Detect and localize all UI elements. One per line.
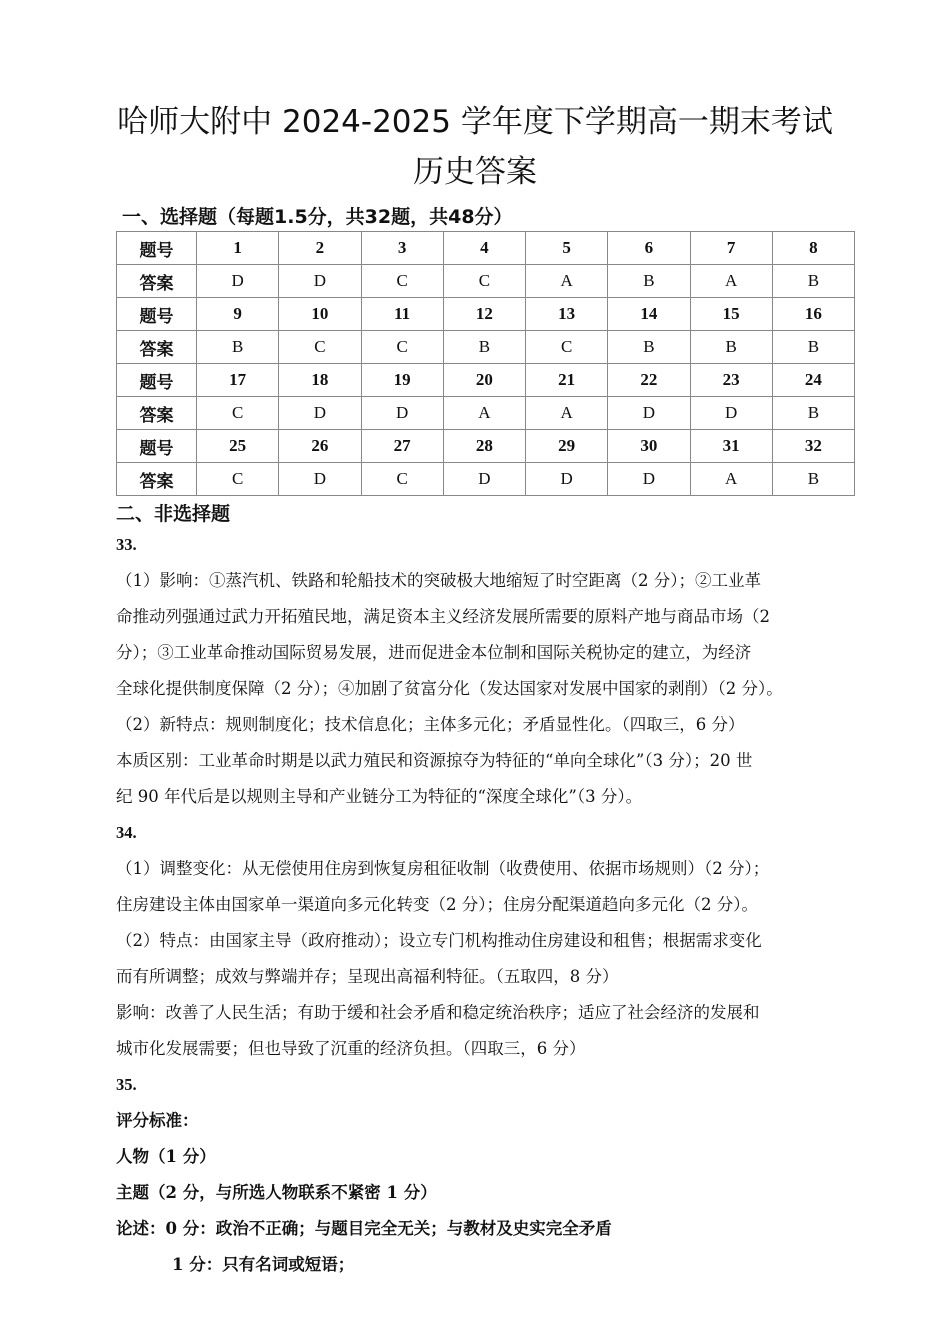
- q34-number: 34.: [116, 823, 137, 842]
- answer-cell: D: [608, 397, 690, 430]
- question-number-cell: 6: [608, 232, 690, 265]
- question-number-cell: 22: [608, 364, 690, 397]
- answer-cell: B: [197, 331, 279, 364]
- question-number-cell: 26: [279, 430, 361, 463]
- question-number-cell: 11: [361, 298, 443, 331]
- question-number-cell: 23: [690, 364, 772, 397]
- question-number-cell: 10: [279, 298, 361, 331]
- answer-cell: B: [443, 331, 525, 364]
- row-label-answer: 答案: [117, 265, 197, 298]
- table-row-answers: [117, 463, 855, 496]
- question-number-cell: 1: [197, 232, 279, 265]
- answer-cell: D: [443, 463, 525, 496]
- question-33: [116, 527, 860, 815]
- answer-cell: B: [772, 397, 854, 430]
- q35-line: 主题（2 分，与所选人物联系不紧密 1 分）: [116, 1183, 437, 1202]
- question-number-cell: 7: [690, 232, 772, 265]
- answer-cell: B: [690, 331, 772, 364]
- answer-cell: C: [526, 331, 608, 364]
- question-number-cell: 14: [608, 298, 690, 331]
- row-label-number: 题号: [117, 430, 197, 463]
- q34-line: 影响：改善了人民生活；有助于缓和社会矛盾和稳定统治秩序；适应了社会经济的发展和: [116, 1003, 760, 1022]
- question-number-cell: 20: [443, 364, 525, 397]
- section2-heading: 二、非选择题: [116, 503, 231, 525]
- q34-line: 城市化发展需要；但也导致了沉重的经济负担。（四取三，6 分）: [116, 1039, 586, 1058]
- answer-cell: B: [608, 265, 690, 298]
- table-row-answers: [117, 397, 855, 430]
- answer-cell: C: [279, 331, 361, 364]
- answer-cell: A: [690, 265, 772, 298]
- question-number-cell: 29: [526, 430, 608, 463]
- q34-line: 住房建设主体由国家单一渠道向多元化转变（2 分）；住房分配渠道趋向多元化（2 分）。: [116, 895, 758, 914]
- question-number-cell: 31: [690, 430, 772, 463]
- q34-line: （2）特点：由国家主导（政府推动）；设立专门机构推动住房建设和租售；根据需求变化: [116, 931, 762, 950]
- question-number-cell: 12: [443, 298, 525, 331]
- question-number-cell: 2: [279, 232, 361, 265]
- question-number-cell: 8: [772, 232, 854, 265]
- q33-line: 分）；③工业革命推动国际贸易发展，进而促进金本位制和国际关税协定的建立，为经济: [116, 643, 752, 662]
- q33-line: （2）新特点：规则制度化；技术信息化；主体多元化；矛盾显性化。（四取三，6 分）: [116, 715, 745, 734]
- question-number-cell: 24: [772, 364, 854, 397]
- question-number-cell: 5: [526, 232, 608, 265]
- answer-cell: C: [361, 331, 443, 364]
- answer-cell: B: [772, 463, 854, 496]
- answer-cell: D: [279, 265, 361, 298]
- section1-heading: 一、选择题（每题1.5分，共32题，共48分）: [122, 206, 513, 228]
- answer-cell: C: [197, 463, 279, 496]
- q33-line: 全球化提供制度保障（2 分）；④加剧了贫富分化（发达国家对发展中国家的剥削）（2 分）。: [116, 679, 783, 698]
- answer-cell: A: [443, 397, 525, 430]
- question-number-cell: 21: [526, 364, 608, 397]
- table-row-answers: [117, 331, 855, 364]
- row-label-answer: 答案: [117, 331, 197, 364]
- table-row-numbers: [117, 430, 855, 463]
- question-number-cell: 13: [526, 298, 608, 331]
- answer-cell: C: [361, 265, 443, 298]
- answer-table: [116, 231, 855, 496]
- row-label-answer: 答案: [117, 397, 197, 430]
- q33-line: 命推动列强通过武力开拓殖民地，满足资本主义经济发展所需要的原料产地与商品市场（2: [116, 607, 770, 626]
- q33-line: 纪 90 年代后是以规则主导和产业链分工为特征的“深度全球化”（3 分）。: [116, 787, 643, 806]
- question-number-cell: 16: [772, 298, 854, 331]
- answer-cell: D: [279, 463, 361, 496]
- answer-cell: D: [279, 397, 361, 430]
- question-number-cell: 17: [197, 364, 279, 397]
- answer-cell: C: [361, 463, 443, 496]
- answer-cell: A: [690, 463, 772, 496]
- question-number-cell: 4: [443, 232, 525, 265]
- q35-scoring-heading: 评分标准：: [116, 1111, 199, 1130]
- q34-line: 而有所调整；成效与弊端并存；呈现出高福利特征。（五取四，8 分）: [116, 967, 619, 986]
- table-row-numbers: [117, 232, 855, 265]
- question-number-cell: 27: [361, 430, 443, 463]
- q35-line: 论述：0 分：政治不正确；与题目完全无关；与教材及史实完全矛盾: [116, 1219, 612, 1238]
- q33-line: （1）影响：①蒸汽机、铁路和轮船技术的突破极大地缩短了时空距离（2 分）；②工业革: [116, 571, 761, 590]
- q35-line: 人物（1 分）: [116, 1147, 216, 1166]
- row-label-number: 题号: [117, 298, 197, 331]
- row-label-number: 题号: [117, 364, 197, 397]
- answer-cell: D: [361, 397, 443, 430]
- answer-cell: D: [608, 463, 690, 496]
- row-label-answer: 答案: [117, 463, 197, 496]
- answer-cell: B: [772, 265, 854, 298]
- q35-number: 35.: [116, 1075, 137, 1094]
- question-number-cell: 19: [361, 364, 443, 397]
- question-34: [116, 815, 860, 1067]
- question-number-cell: 28: [443, 430, 525, 463]
- question-35: [116, 1067, 860, 1283]
- question-number-cell: 3: [361, 232, 443, 265]
- q34-line: （1）调整变化：从无偿使用住房到恢复房租征收制（收费使用、依据市场规则）（2 分）；: [116, 859, 770, 878]
- question-number-cell: 30: [608, 430, 690, 463]
- question-number-cell: 32: [772, 430, 854, 463]
- table-row-answers: [117, 265, 855, 298]
- table-row-numbers: [117, 298, 855, 331]
- q33-number: 33.: [116, 535, 137, 554]
- answer-cell: D: [526, 463, 608, 496]
- answer-cell: D: [690, 397, 772, 430]
- answer-cell: B: [608, 331, 690, 364]
- question-number-cell: 25: [197, 430, 279, 463]
- question-number-cell: 18: [279, 364, 361, 397]
- answer-cell: D: [197, 265, 279, 298]
- answer-cell: C: [443, 265, 525, 298]
- q33-line: 本质区别：工业革命时期是以武力殖民和资源掠夺为特征的“单向全球化”（3 分）；20 世: [116, 751, 753, 770]
- q35-line: 1 分：只有名词或短语；: [172, 1255, 355, 1274]
- question-number-cell: 9: [197, 298, 279, 331]
- table-row-numbers: [117, 364, 855, 397]
- doc-title-line2: 历史答案: [413, 154, 537, 190]
- question-number-cell: 15: [690, 298, 772, 331]
- doc-title-line1: 哈师大附中 2024-2025 学年度下学期高一期末考试: [117, 104, 833, 140]
- answer-cell: A: [526, 265, 608, 298]
- answer-cell: B: [772, 331, 854, 364]
- answer-cell: C: [197, 397, 279, 430]
- row-label-number: 题号: [117, 232, 197, 265]
- answer-cell: A: [526, 397, 608, 430]
